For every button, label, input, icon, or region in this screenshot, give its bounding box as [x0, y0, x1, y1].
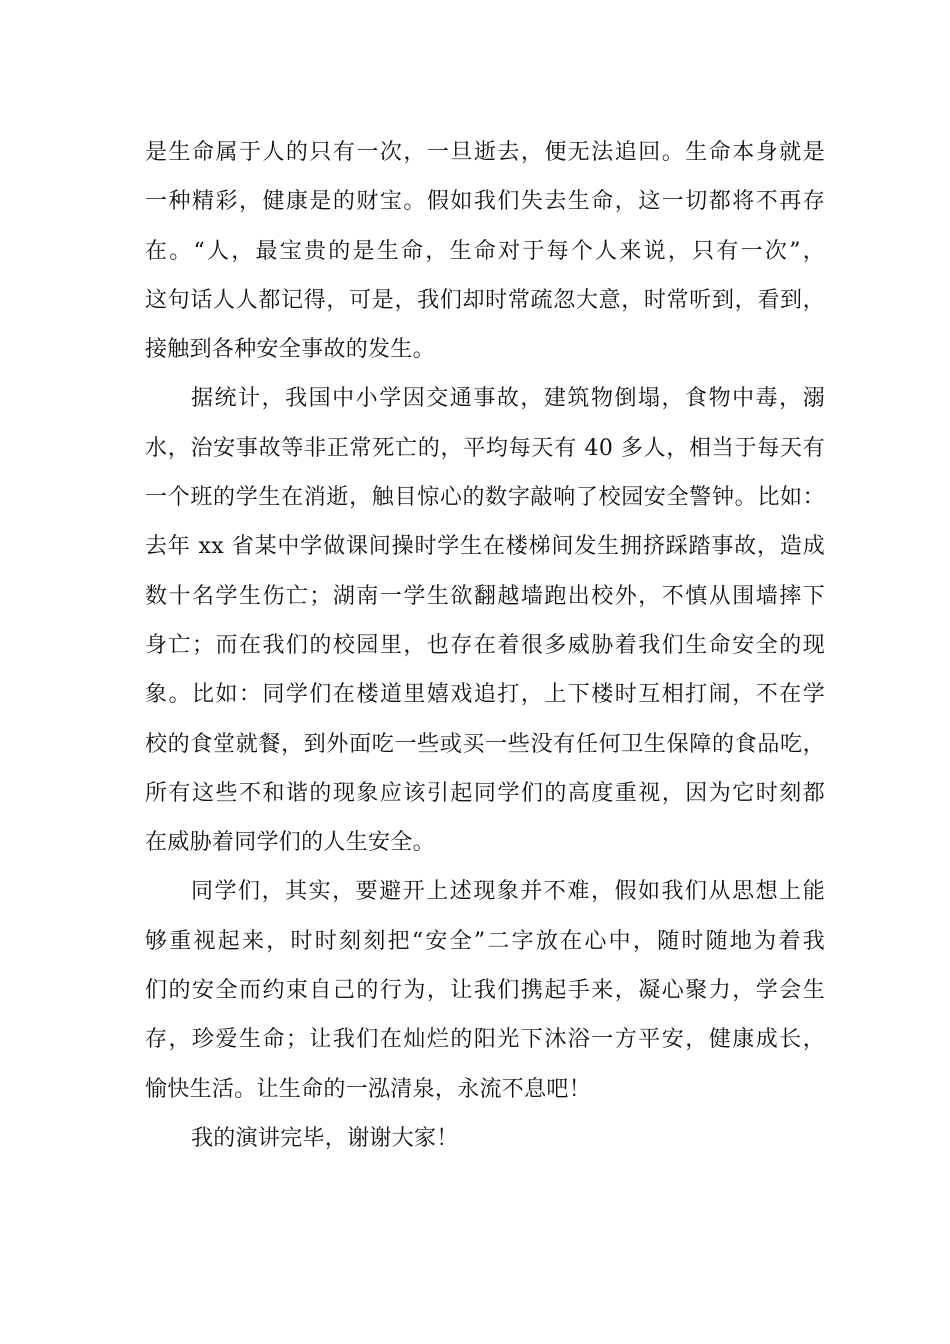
- text-line: 一个班的学生在消逝，触目惊心的数字敲响了校园安全警钟。比如：: [145, 485, 825, 511]
- text-line: 数十名学生伤亡；湖南一学生欲翻越墙跑出校外，不慎从围墙摔下: [145, 583, 825, 609]
- text-line: 们的安全而约束自己的行为，让我们携起手来，凝心聚力，学会生: [145, 978, 825, 1004]
- paragraph-3: [145, 867, 825, 1113]
- text-line: 在。“人，最宝贵的是生命，生命对于每个人来说，只有一次”，: [145, 238, 825, 264]
- text-line: 一种精彩，健康是的财宝。假如我们失去生命，这一切都将不再存: [145, 189, 825, 215]
- paragraph-1: [145, 128, 825, 374]
- text-line: 去年 xx 省某中学做课间操时学生在楼梯间发生拥挤踩踏事故，造成: [145, 534, 825, 560]
- text-line: 在威胁着同学们的人生安全。: [145, 830, 435, 856]
- text-line: 身亡；而在我们的校园里，也存在着很多威胁着我们生命安全的现: [145, 632, 825, 658]
- text-line: 校的食堂就餐，到外面吃一些或买一些没有任何卫生保障的食品吃，: [145, 731, 825, 757]
- text-line: 象。比如：同学们在楼道里嬉戏追打，上下楼时互相打闹，不在学: [145, 682, 825, 708]
- closing-line: 我的演讲完毕，谢谢大家！: [191, 1125, 459, 1151]
- paragraph-2: [145, 374, 825, 867]
- text-line: 据统计，我国中小学因交通事故，建筑物倒塌，食物中毒，溺: [191, 386, 825, 412]
- text-line: 同学们，其实，要避开上述现象并不难，假如我们从思想上能: [191, 879, 825, 905]
- text-line: 是生命属于人的只有一次，一旦逝去，便无法追回。生命本身就是: [145, 140, 825, 165]
- speech-body: [145, 128, 825, 1163]
- text-line: 愉快生活。让生命的一泓清泉，永流不息吧！: [145, 1076, 592, 1102]
- paragraph-4: [145, 1114, 825, 1163]
- text-line: 够重视起来，时时刻刻把“安全”二字放在心中，随时随地为着我: [145, 928, 825, 954]
- text-line: 这句话人人都记得，可是，我们却时常疏忽大意，时常听到，看到，: [145, 287, 825, 313]
- text-line: 所有这些不和谐的现象应该引起同学们的高度重视，因为它时刻都: [145, 780, 825, 806]
- text-line: 存，珍爱生命；让我们在灿烂的阳光下沐浴一方平安，健康成长，: [145, 1027, 825, 1053]
- text-line: 水，治安事故等非正常死亡的，平均每天有 40 多人，相当于每天有: [145, 435, 825, 461]
- text-line: 接触到各种安全事故的发生。: [145, 337, 435, 363]
